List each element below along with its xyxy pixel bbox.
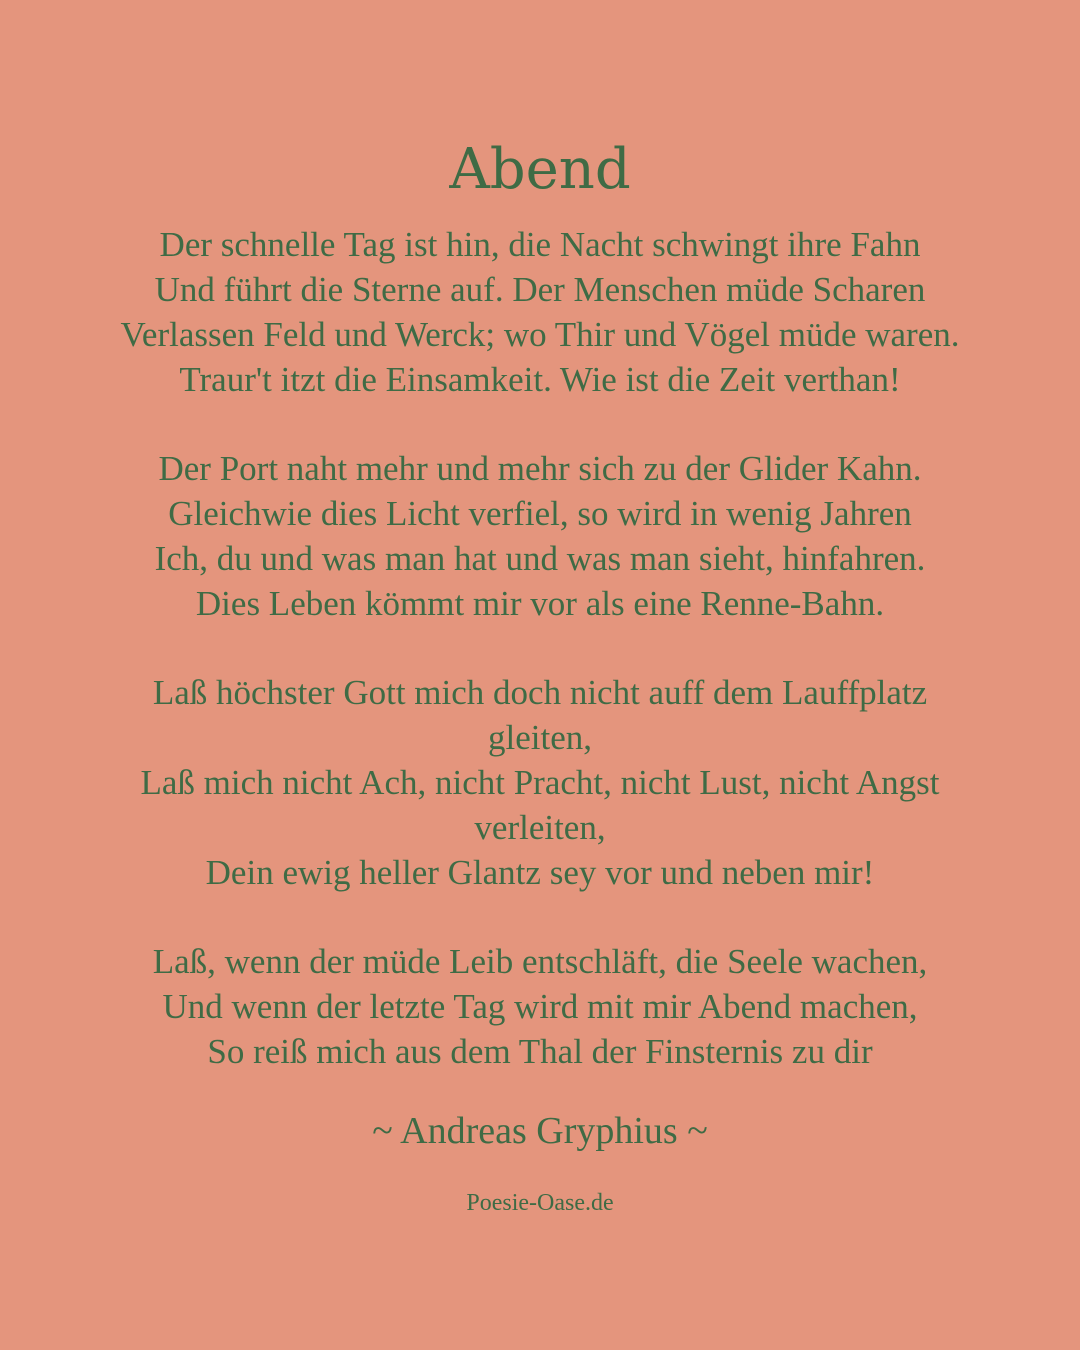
poem-title: Abend <box>449 137 631 202</box>
site-credit: Poesie-Oase.de <box>466 1190 614 1216</box>
poem-line: So reiß mich aus dem Thal der Finsternis zu dir <box>207 1032 873 1071</box>
poem-line: Dein ewig heller Glantz sey vor und neben mir! <box>205 853 875 892</box>
stanza-1 <box>30 222 1050 402</box>
stanza-3 <box>30 670 1050 895</box>
poem-line: Ich, du und was man hat und was man sieht, hinfahren. <box>154 539 926 578</box>
poem-line: Verlassen Feld und Werck; wo Thir und Vögel müde waren. <box>120 315 960 354</box>
poem-line: verleiten, <box>474 808 606 847</box>
poem-line: Dies Leben kömmt mir vor als eine Renne-Bahn. <box>195 584 885 623</box>
stanza-4 <box>30 939 1050 1074</box>
poem-line: gleiten, <box>488 718 592 757</box>
poem-line: Der Port naht mehr und mehr sich zu der Glider Kahn. <box>158 449 922 488</box>
poem-line: Und führt die Sterne auf. Der Menschen müde Scharen <box>154 270 926 309</box>
stanza-2 <box>30 446 1050 626</box>
poem-body <box>30 222 1050 1118</box>
poem-line: Gleichwie dies Licht verfiel, so wird in wenig Jahren <box>168 494 912 533</box>
poem-line: Und wenn der letzte Tag wird mit mir Abend machen, <box>162 987 918 1026</box>
poem-line: Laß höchster Gott mich doch nicht auff dem Lauffplatz <box>152 673 928 712</box>
poem-line: Laß, wenn der müde Leib entschläft, die Seele wachen, <box>152 942 928 981</box>
poem-author: ~ Andreas Gryphius ~ <box>372 1110 708 1152</box>
poem-line: Laß mich nicht Ach, nicht Pracht, nicht Lust, nicht Angst <box>140 763 940 802</box>
poem-line: Traur't itzt die Einsamkeit. Wie ist die Zeit verthan! <box>179 360 901 399</box>
poem-line: Der schnelle Tag ist hin, die Nacht schwingt ihre Fahn <box>159 225 921 264</box>
